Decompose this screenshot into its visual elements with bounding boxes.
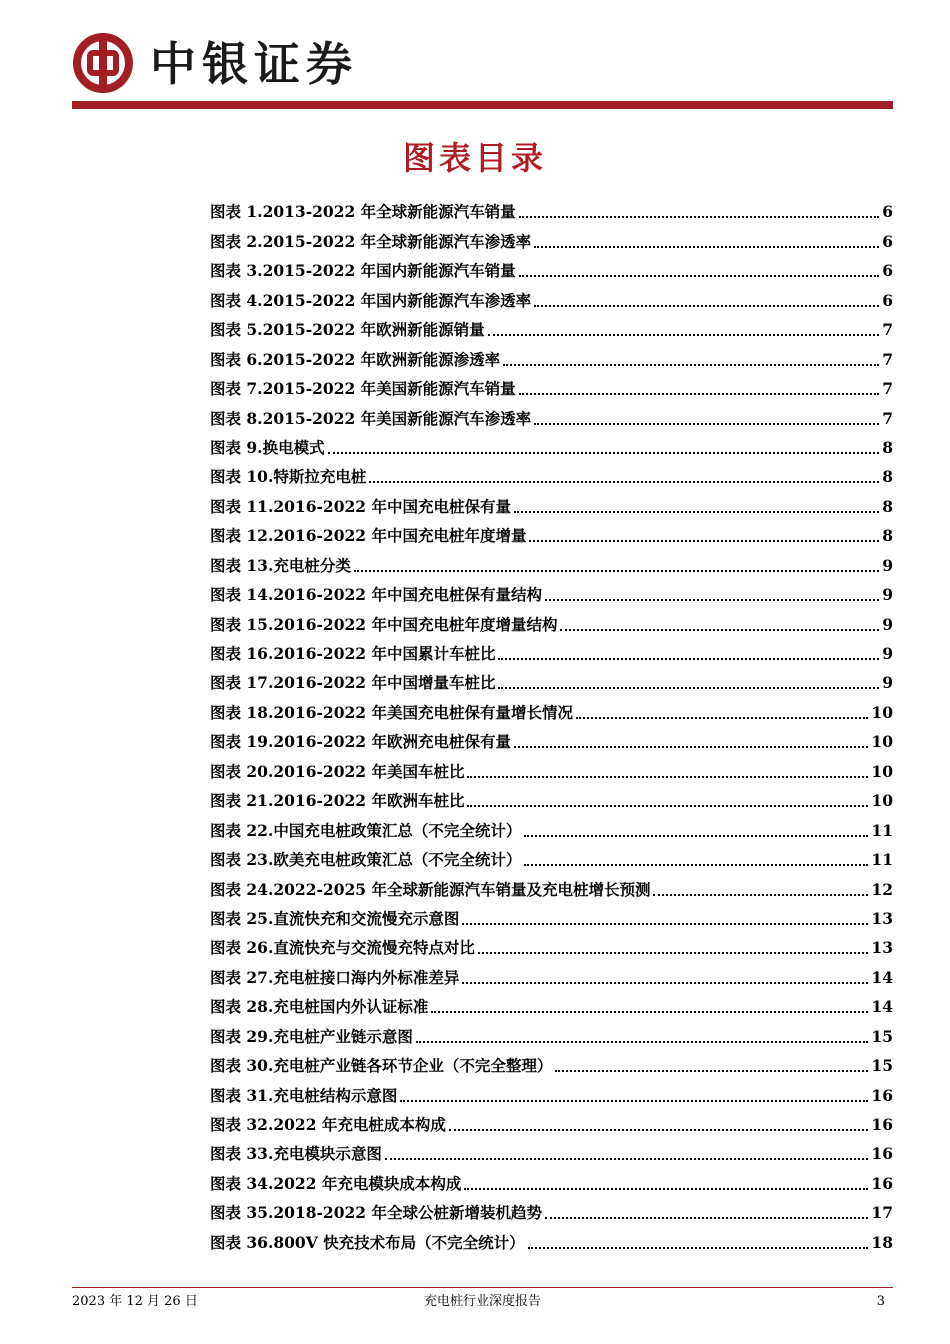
toc-entry[interactable]	[210, 958, 893, 987]
toc-entry[interactable]	[210, 340, 893, 369]
toc-entry-label: 图表 8.2015-2022 年美国新能源汽车渗透率	[210, 408, 532, 428]
toc-entry-label: 图表 11.2016-2022 年中国充电桩保有量	[210, 496, 511, 516]
toc-entry-page: 16	[871, 1085, 893, 1105]
toc-entry-page: 6	[882, 261, 893, 281]
toc-entry[interactable]	[210, 900, 893, 929]
toc-entry[interactable]	[210, 870, 893, 899]
toc-entry[interactable]	[210, 1047, 893, 1076]
toc-entry-page: 14	[871, 967, 893, 987]
toc-entry-label: 图表 7.2015-2022 年美国新能源汽车销量	[210, 379, 516, 399]
toc-dot-leader	[534, 422, 879, 425]
toc-entry-page: 13	[871, 938, 893, 958]
toc-dot-leader	[488, 333, 880, 336]
toc-entry-label: 图表 16.2016-2022 年中国累计车桩比	[210, 644, 496, 663]
toc-dot-leader	[519, 215, 880, 218]
toc-entry-label: 图表 23.欧美充电桩政策汇总（不完全统计）	[210, 850, 522, 870]
toc-entry[interactable]	[210, 546, 893, 575]
header-divider	[72, 101, 893, 109]
toc-dot-leader	[503, 363, 879, 366]
toc-entry-label: 图表 18.2016-2022 年美国充电桩保有量增长情况	[210, 702, 573, 722]
page-title: 图表目录	[402, 139, 547, 177]
toc-entry-page: 10	[871, 791, 893, 811]
toc-dot-leader	[524, 834, 868, 837]
toc-dot-leader	[467, 804, 868, 807]
toc-entry-page: 12	[871, 879, 893, 899]
toc-dot-leader	[369, 480, 879, 483]
footer-date: 2023 年 12 月 26 日	[72, 1294, 198, 1309]
toc-dot-leader	[514, 510, 879, 513]
toc-entry-label: 图表 17.2016-2022 年中国增量车桩比	[210, 673, 496, 693]
toc-dot-leader	[524, 863, 868, 866]
toc-entry[interactable]	[210, 311, 893, 340]
toc-entry[interactable]	[210, 723, 893, 752]
toc-entry[interactable]	[210, 1164, 893, 1193]
toc-entry[interactable]	[210, 399, 893, 428]
toc-entry[interactable]	[210, 487, 893, 516]
footer-report-title: 充电桩行业深度报告	[423, 1294, 541, 1309]
toc-entry-label: 图表 20.2016-2022 年美国车桩比	[210, 761, 465, 781]
table-of-figures	[210, 193, 893, 1253]
toc-entry[interactable]	[210, 782, 893, 811]
toc-entry[interactable]	[210, 1223, 893, 1252]
toc-entry[interactable]	[210, 429, 893, 458]
toc-entry-page: 14	[871, 997, 893, 1017]
toc-dot-leader	[560, 628, 879, 631]
toc-entry-label: 图表 3.2015-2022 年国内新能源汽车销量	[210, 261, 516, 281]
footer-page-number: 3	[876, 1294, 885, 1309]
toc-dot-leader	[328, 451, 880, 454]
toc-dot-leader	[498, 686, 879, 689]
toc-entry-label: 图表 26.直流快充与交流慢充特点对比	[210, 938, 475, 958]
toc-dot-leader	[385, 1157, 869, 1160]
toc-entry[interactable]	[210, 1135, 893, 1164]
toc-entry-label: 图表 27.充电桩接口海内外标准差异	[210, 967, 460, 987]
toc-entry-page: 15	[871, 1026, 893, 1046]
toc-entry-page: 11	[871, 850, 893, 870]
toc-entry[interactable]	[210, 281, 893, 310]
toc-entry[interactable]	[210, 752, 893, 781]
logo-text: 中银证券	[150, 37, 358, 91]
toc-entry-page: 6	[882, 202, 893, 222]
toc-entry[interactable]	[210, 635, 893, 664]
toc-entry-label: 图表 35.2018-2022 年全球公桩新增装机趋势	[210, 1203, 542, 1223]
toc-dot-leader	[467, 775, 868, 778]
footer-divider	[72, 1287, 893, 1288]
toc-entry-label: 图表 13.充电桩分类	[210, 555, 351, 575]
toc-entry[interactable]	[210, 929, 893, 958]
toc-dot-leader	[478, 951, 869, 954]
toc-entry-page: 8	[882, 496, 893, 516]
toc-dot-leader	[519, 392, 880, 395]
toc-dot-leader	[534, 304, 879, 307]
toc-entry-page: 9	[882, 614, 893, 634]
toc-entry[interactable]	[210, 458, 893, 487]
toc-entry-page: 16	[871, 1115, 893, 1134]
toc-entry-label: 图表 22.中国充电桩政策汇总（不完全统计）	[210, 820, 522, 840]
toc-entry-page: 8	[882, 526, 893, 546]
toc-entry-label: 图表 31.充电桩结构示意图	[210, 1085, 398, 1105]
toc-dot-leader	[462, 922, 868, 925]
toc-entry[interactable]	[210, 841, 893, 870]
toc-entry-label: 图表 4.2015-2022 年国内新能源汽车渗透率	[210, 290, 532, 310]
toc-entry[interactable]	[210, 193, 893, 222]
toc-entry-page: 16	[871, 1173, 893, 1193]
toc-entry-page: 7	[882, 349, 893, 369]
toc-entry[interactable]	[210, 811, 893, 840]
toc-entry-label: 图表 21.2016-2022 年欧洲车桩比	[210, 791, 465, 811]
toc-dot-leader	[449, 1128, 869, 1131]
toc-dot-leader	[400, 1099, 868, 1102]
toc-entry-page: 8	[882, 437, 893, 457]
toc-entry-label: 图表 24.2022-2025 年全球新能源汽车销量及充电桩增长预测	[210, 879, 651, 899]
toc-entry-page: 10	[871, 702, 893, 722]
toc-entry[interactable]	[210, 693, 893, 722]
toc-entry[interactable]	[210, 1017, 893, 1046]
toc-dot-leader	[529, 539, 879, 542]
toc-dot-leader	[462, 981, 868, 984]
toc-entry-label: 图表 32.2022 年充电桩成本构成	[210, 1115, 446, 1134]
toc-entry-label: 图表 25.直流快充和交流慢充示意图	[210, 908, 460, 928]
bank-of-china-logo-icon	[72, 32, 134, 94]
toc-entry[interactable]	[210, 664, 893, 693]
toc-entry-page: 15	[871, 1056, 893, 1076]
toc-entry-label: 图表 33.充电模块示意图	[210, 1144, 382, 1164]
toc-entry-page: 9	[882, 555, 893, 575]
toc-dot-leader	[519, 274, 880, 277]
toc-dot-leader	[534, 245, 879, 248]
toc-entry-label: 图表 9.换电模式	[210, 437, 325, 457]
toc-entry-label: 图表 36.800V 快充技术布局（不完全统计）	[210, 1232, 525, 1252]
toc-entry[interactable]	[210, 252, 893, 281]
toc-entry[interactable]	[210, 605, 893, 634]
toc-entry-page: 13	[871, 908, 893, 928]
toc-entry-label: 图表 6.2015-2022 年欧洲新能源渗透率	[210, 349, 501, 369]
toc-entry-label: 图表 30.充电桩产业链各环节企业（不完全整理）	[210, 1056, 553, 1076]
toc-entry[interactable]	[210, 517, 893, 546]
toc-entry[interactable]	[210, 370, 893, 399]
toc-entry-page: 9	[882, 585, 893, 605]
toc-entry-page: 6	[882, 231, 893, 251]
toc-entry-label: 图表 10.特斯拉充电桩	[210, 467, 367, 487]
toc-dot-leader	[555, 1069, 868, 1072]
toc-entry[interactable]	[210, 988, 893, 1017]
toc-dot-leader	[545, 1216, 868, 1219]
toc-dot-leader	[416, 1040, 869, 1043]
toc-entry[interactable]	[210, 1076, 893, 1105]
toc-entry[interactable]	[210, 576, 893, 605]
toc-dot-leader	[528, 1246, 869, 1249]
toc-dot-leader	[545, 598, 879, 601]
page-header	[72, 32, 892, 102]
toc-entry-label: 图表 1.2013-2022 年全球新能源汽车销量	[210, 202, 516, 222]
toc-entry-page: 8	[882, 467, 893, 487]
toc-entry-label: 图表 2.2015-2022 年全球新能源汽车渗透率	[210, 231, 532, 251]
toc-dot-leader	[576, 716, 868, 719]
toc-entry-page: 10	[871, 732, 893, 752]
toc-entry-page: 16	[871, 1144, 893, 1164]
toc-dot-leader	[354, 569, 879, 572]
toc-entry-page: 9	[882, 673, 893, 693]
toc-entry-page: 11	[871, 820, 893, 840]
toc-entry-label: 图表 19.2016-2022 年欧洲充电桩保有量	[210, 732, 511, 752]
toc-entry-label: 图表 5.2015-2022 年欧洲新能源销量	[210, 320, 485, 340]
toc-entry-page: 10	[871, 761, 893, 781]
toc-entry-page: 7	[882, 320, 893, 340]
toc-entry-page: 7	[882, 408, 893, 428]
toc-entry-label: 图表 28.充电桩国内外认证标准	[210, 997, 429, 1017]
toc-dot-leader	[653, 893, 868, 896]
page-footer	[72, 1292, 893, 1312]
toc-entry-page: 6	[882, 290, 893, 310]
toc-entry-label: 图表 34.2022 年充电模块成本构成	[210, 1173, 462, 1193]
toc-entry-page: 17	[871, 1203, 893, 1223]
toc-entry-page: 7	[882, 379, 893, 399]
toc-entry-page: 18	[871, 1232, 893, 1252]
toc-dot-leader	[498, 657, 879, 660]
toc-entry-label: 图表 29.充电桩产业链示意图	[210, 1026, 413, 1046]
toc-entry[interactable]	[210, 1106, 893, 1135]
toc-entry[interactable]	[210, 1194, 893, 1223]
toc-dot-leader	[464, 1187, 868, 1190]
toc-entry-label: 图表 14.2016-2022 年中国充电桩保有量结构	[210, 585, 542, 605]
toc-entry[interactable]	[210, 222, 893, 251]
toc-entry-page: 9	[882, 644, 893, 663]
toc-dot-leader	[514, 745, 868, 748]
toc-entry-label: 图表 12.2016-2022 年中国充电桩年度增量	[210, 526, 527, 546]
toc-entry-label: 图表 15.2016-2022 年中国充电桩年度增量结构	[210, 614, 558, 634]
toc-dot-leader	[431, 1010, 868, 1013]
